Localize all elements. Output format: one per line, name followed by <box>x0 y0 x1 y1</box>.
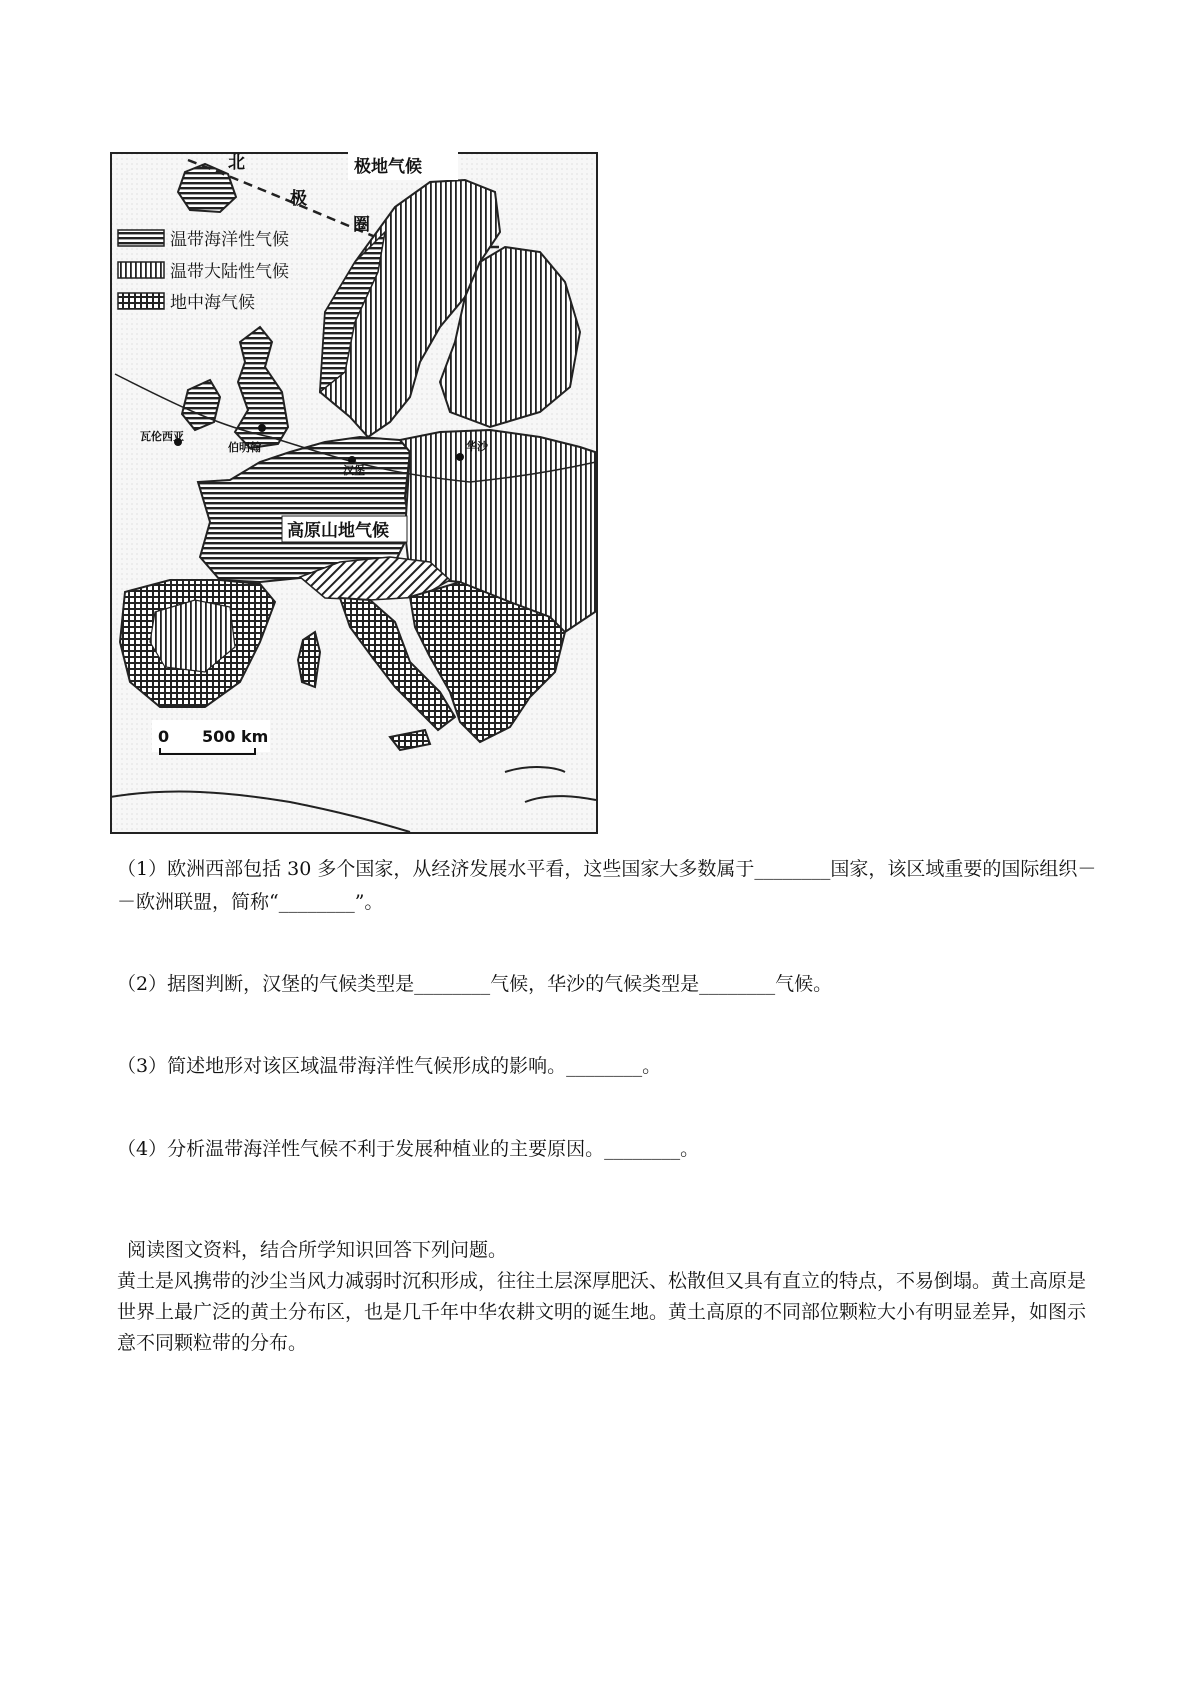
climate-map-svg <box>110 152 598 834</box>
legend-label-marine: 温带海洋性气候 <box>170 230 289 250</box>
question-2: （2）据图判断，汉堡的气候类型是________气候，华沙的气候类型是________气候。 <box>117 973 833 995</box>
legend-swatch-continental <box>118 262 164 278</box>
city-label-hamburg: 汉堡 <box>343 464 365 477</box>
city-label-warsaw: 华沙 <box>466 440 488 453</box>
reading-passage <box>117 1235 1097 1359</box>
scale-zero-label: 0 <box>158 727 170 746</box>
label-highland-climate: 高原山地气候 <box>287 521 389 541</box>
label-polar-climate: 极地气候 <box>354 157 422 177</box>
hamburg-dot <box>348 456 356 464</box>
legend-label-continental: 温带大陆性气候 <box>170 262 289 282</box>
legend-label-mediterranean: 地中海气候 <box>170 293 255 313</box>
reading-intro: 阅读图文资料，结合所学知识回答下列问题。 <box>127 1239 508 1261</box>
label-arctic-ji: 极 <box>290 189 307 209</box>
question-3: （3）简述地形对该区域温带海洋性气候形成的影响。________。 <box>117 1055 662 1077</box>
birmingham-dot <box>258 424 266 432</box>
question-4: （4）分析温带海洋性气候不利于发展种植业的主要原因。________。 <box>117 1138 700 1160</box>
warsaw-dot <box>456 453 464 461</box>
question-1: （1）欧洲西部包括 30 多个国家，从经济发展水平看，这些国家大多数属于________国家，该区域重要的国际组织－－欧洲联盟，简称“________”。 <box>117 858 1097 913</box>
reading-body: 黄土是风携带的沙尘当风力减弱时沉积形成，往往土层深厚肥沃、松散但又具有直立的特点，不易倒塌。黄土高原是世界上最广泛的黄土分布区，也是几千年中华农耕文明的诞生地。黄土高原的不同部位颗粒大小有明显差异，如图示意不同颗粒带的分布。 <box>117 1270 1087 1354</box>
scale-distance-label: 500 km <box>202 727 269 746</box>
city-label-birmingham: 伯明翰 <box>228 441 261 454</box>
legend-swatch-marine <box>118 230 164 246</box>
label-arctic-bei: 北 <box>228 153 245 173</box>
legend-swatch-mediterranean <box>118 293 164 309</box>
label-arctic-quan: 圈 <box>353 215 370 235</box>
europe-climate-map <box>110 152 598 834</box>
city-label-valencia: 瓦伦西亚 <box>140 430 184 443</box>
